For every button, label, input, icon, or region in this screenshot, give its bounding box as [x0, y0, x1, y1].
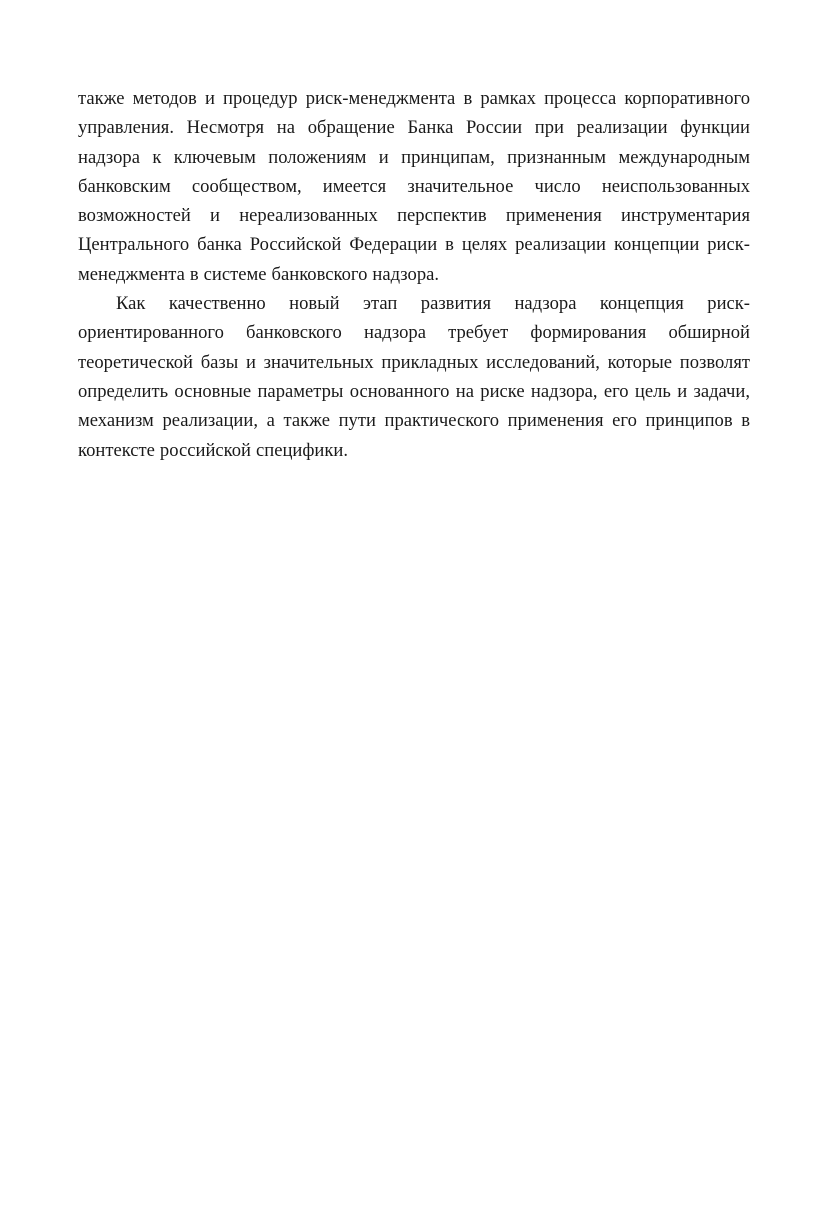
paragraph-continued: также методов и процедур риск-менеджмента в рамках процесса корпоративного управления. Несмотря на обращение Банка России при реализации функции надзора к ключевым положениям и принципам, признанным международным банковским сообществом, имеется значительное число неиспользованных возможностей и нереализованных перспектив применения инструментария Центрального банка Российской Федерации в целях реализации концепции риск-менеджмента в системе банковского надзора.	[78, 88, 750, 285]
text-column	[78, 84, 750, 465]
paragraph-second: Как качественно новый этап развития надзора концепция риск-ориентированного банковского надзора требует формирования обширной теоретической базы и значительных прикладных исследований, которые позволят определить основные параметры основанного на риске надзора, его цель и задачи, механизм реализации, а также пути практического применения его принципов в контексте российской специфики.	[78, 293, 750, 461]
